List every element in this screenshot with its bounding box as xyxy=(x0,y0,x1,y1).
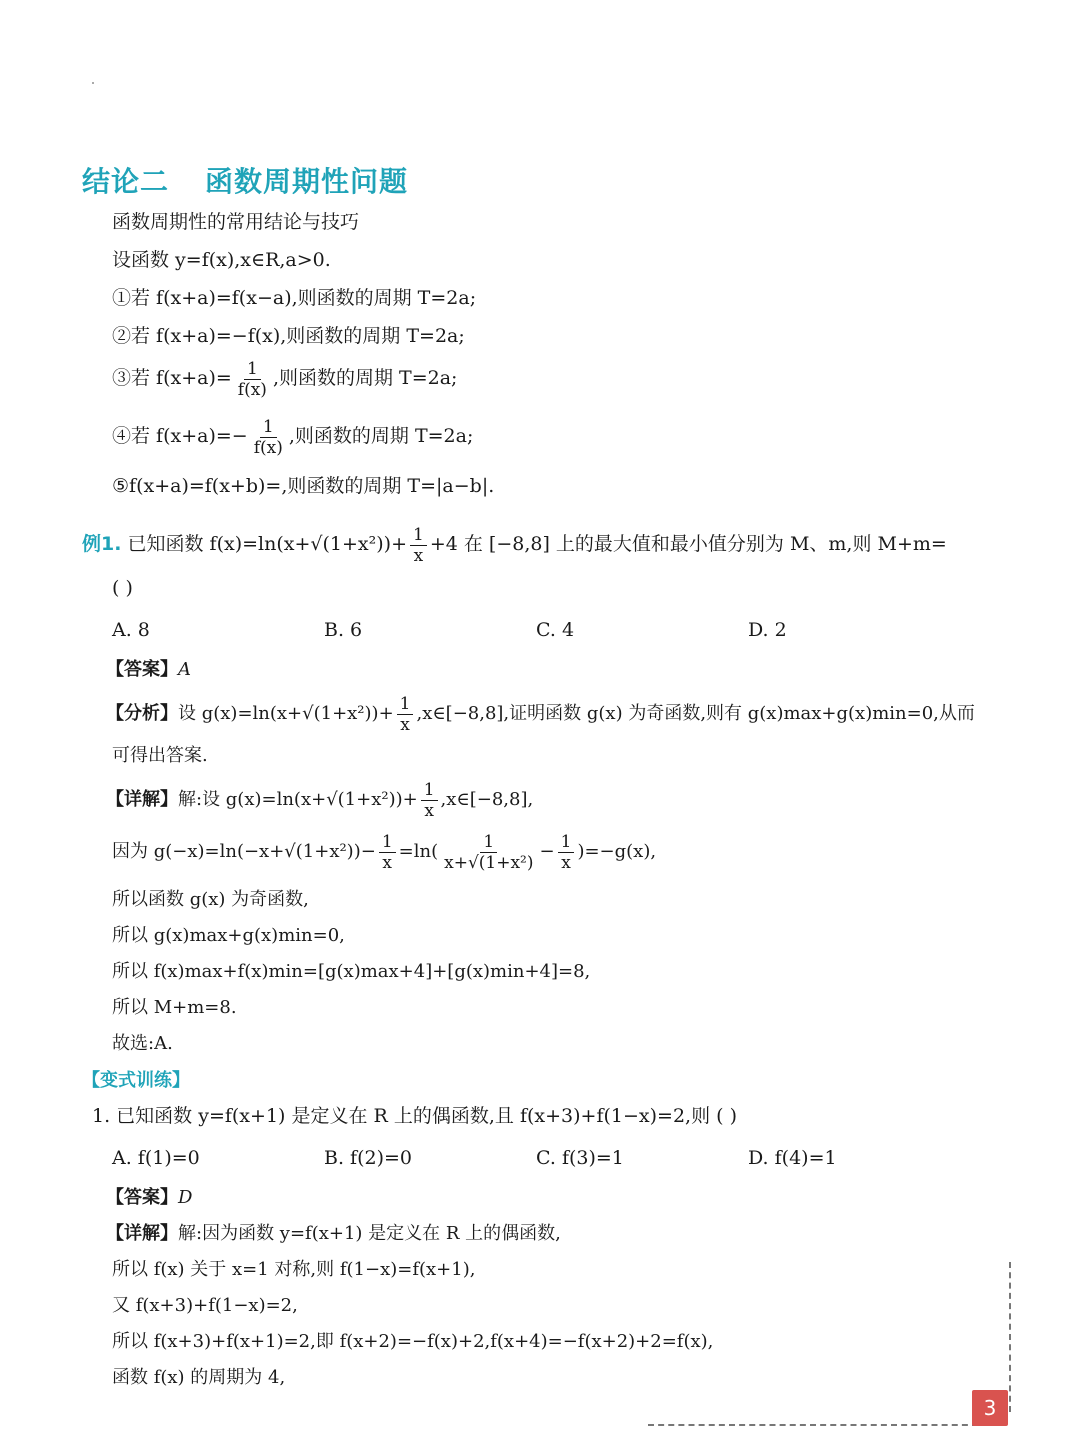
variant-option-b: B. f(2)=0 xyxy=(324,1147,412,1169)
variant-training-label: 【变式训练】 xyxy=(82,1070,190,1091)
analysis-pre: 设 g(x)=ln(x+√(1+x²))+ xyxy=(178,703,394,724)
detail-post: ,x∈[−8,8], xyxy=(440,789,534,810)
step-1: 所以函数 g(x) 为奇函数, xyxy=(112,889,309,910)
example-1-fraction xyxy=(410,525,427,566)
example-1-blank: ( ) xyxy=(112,577,133,599)
because-frac1-den: x xyxy=(382,852,393,873)
rule-4-num: 1 xyxy=(260,417,277,438)
because-frac3-den: x xyxy=(561,852,571,873)
variant-option-a: A. f(1)=0 xyxy=(112,1147,200,1169)
variant-answer-value: D xyxy=(178,1187,193,1208)
example-1-option-a: A. 8 xyxy=(112,619,150,641)
analysis-frac-num: 1 xyxy=(397,694,414,715)
example-1-analysis xyxy=(106,692,975,736)
example-1-answer xyxy=(106,656,191,684)
example-1-q-post: +4 在 [−8,8] 上的最大值和最小值分别为 M、m,则 M+m= xyxy=(429,533,947,555)
analysis-frac-den: x xyxy=(400,714,410,735)
variant-option-c: C. f(3)=1 xyxy=(536,1147,624,1169)
example-1-option-b: B. 6 xyxy=(324,619,363,641)
variant-answer-label: 【答案】 xyxy=(106,1187,178,1208)
rule-4-den: f(x) xyxy=(253,437,283,458)
example-1-question xyxy=(82,522,947,566)
rule-1: ①若 f(x+a)=f(x−a),则函数的周期 T=2a; xyxy=(112,287,477,309)
because-frac2-den: x+√(1+x²) xyxy=(444,852,534,873)
step-4: 所以 M+m=8. xyxy=(112,997,237,1018)
because-fraction-2 xyxy=(441,832,536,873)
detail-label: 【详解】 xyxy=(106,789,178,810)
because-frac2-num: 1 xyxy=(480,832,497,853)
detail-fraction xyxy=(421,780,438,821)
scan-dot xyxy=(92,82,94,84)
detail-frac-num: 1 xyxy=(421,780,438,801)
intro-line-1: 函数周期性的常用结论与技巧 xyxy=(112,211,360,233)
because-frac3-num: 1 xyxy=(558,832,575,853)
variant-question-1: 1. 已知函数 y=f(x+1) 是定义在 R 上的偶函数,且 f(x+3)+f(1−x)=2,则 ( ) xyxy=(92,1105,737,1127)
rule-3-fraction xyxy=(235,359,270,400)
variant-detail-label: 【详解】 xyxy=(106,1223,178,1244)
rule-4-pre: ④若 f(x+a)=− xyxy=(112,425,248,447)
rule-4 xyxy=(112,414,473,458)
variant-option-d: D. f(4)=1 xyxy=(748,1147,837,1169)
detail-frac-den: x xyxy=(424,800,434,821)
variant-detail-text: 解:因为函数 y=f(x+1) 是定义在 R 上的偶函数, xyxy=(178,1223,561,1244)
analysis-fraction xyxy=(397,694,414,735)
rule-3-num: 1 xyxy=(244,359,261,380)
rule-2: ②若 f(x+a)=−f(x),则函数的周期 T=2a; xyxy=(112,325,465,347)
section-title xyxy=(82,160,408,200)
because-fraction-1 xyxy=(379,832,396,873)
step-2: 所以 g(x)max+g(x)min=0, xyxy=(112,925,345,946)
rule-3 xyxy=(112,356,457,400)
answer-value: A xyxy=(178,659,191,680)
step-5: 故选:A. xyxy=(112,1033,173,1054)
rule-3-pre: ③若 f(x+a)= xyxy=(112,367,232,389)
section-label: 结论二 xyxy=(82,165,170,198)
intro-line-2: 设函数 y=f(x),x∈R,a>0. xyxy=(112,249,331,271)
because-frac1-num: 1 xyxy=(379,832,396,853)
section-topic: 函数周期性问题 xyxy=(205,165,409,198)
example-1-option-c: C. 4 xyxy=(536,619,575,641)
variant-detail-1 xyxy=(106,1220,561,1248)
example-1-frac-num: 1 xyxy=(410,525,427,546)
analysis-label: 【分析】 xyxy=(106,703,178,724)
analysis-post: ,x∈[−8,8],证明函数 g(x) 为奇函数,则有 g(x)max+g(x)min=0,从而 xyxy=(416,703,975,724)
example-1-label: 例1. xyxy=(82,533,122,555)
detail-pre: 解:设 g(x)=ln(x+√(1+x²))+ xyxy=(178,789,418,810)
variant-detail-2: 所以 f(x) 关于 x=1 对称,则 f(1−x)=f(x+1), xyxy=(112,1259,476,1280)
because-fraction-3 xyxy=(558,832,575,873)
page-corner-dashed-vertical xyxy=(1009,1262,1011,1412)
example-1-frac-den: x xyxy=(413,545,424,566)
answer-label: 【答案】 xyxy=(106,659,178,680)
because-pre: 因为 g(−x)=ln(−x+√(1+x²))− xyxy=(112,841,376,862)
rule-4-fraction xyxy=(251,417,286,458)
rule-3-post: ,则函数的周期 T=2a; xyxy=(272,367,458,389)
because-post: )=−g(x), xyxy=(577,841,657,862)
page-corner-dashed-horizontal xyxy=(648,1424,978,1426)
example-1-option-d: D. 2 xyxy=(748,619,787,641)
example-1-detail xyxy=(106,778,533,822)
variant-detail-4: 所以 f(x+3)+f(x+1)=2,即 f(x+2)=−f(x)+2,f(x+4)=−f(x+2)+2=f(x), xyxy=(112,1331,714,1352)
variant-answer xyxy=(106,1184,192,1212)
variant-detail-5: 函数 f(x) 的周期为 4, xyxy=(112,1367,286,1388)
rule-5: ⑤f(x+a)=f(x+b)=,则函数的周期 T=|a−b|. xyxy=(112,475,495,497)
because-mid: =ln( xyxy=(398,841,439,862)
rule-3-den: f(x) xyxy=(237,379,267,400)
example-1-q-pre: 已知函数 f(x)=ln(x+√(1+x²))+ xyxy=(127,533,407,555)
because-line xyxy=(112,830,656,874)
step-3: 所以 f(x)max+f(x)min=[g(x)max+4]+[g(x)min+4]=8, xyxy=(112,961,591,982)
variant-detail-3: 又 f(x+3)+f(1−x)=2, xyxy=(112,1295,298,1316)
because-minus: − xyxy=(539,841,555,862)
rule-4-post: ,则函数的周期 T=2a; xyxy=(288,425,474,447)
page-number-badge: 3 xyxy=(972,1390,1008,1426)
analysis-line-2: 可得出答案. xyxy=(112,745,208,766)
